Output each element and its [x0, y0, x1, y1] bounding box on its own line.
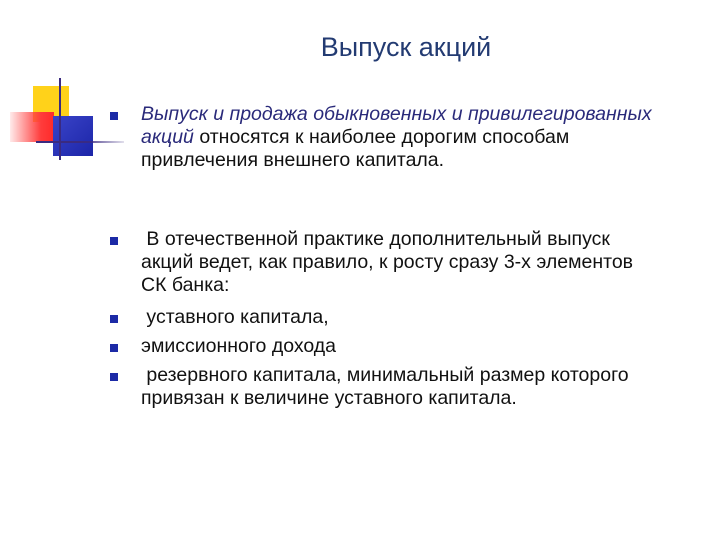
bullet-text-4: эмиссионного дохода: [141, 335, 336, 357]
bullet-text-1: [141, 103, 661, 172]
bullet-text-5: резервного капитала, минимальный размер которого привязан к величине уставного капитала.: [141, 364, 635, 409]
horizontal-line-shape: [36, 141, 124, 143]
bullet-text-2: В отечественной практике дополнительный выпуск акций ведет, как правило, к росту сразу 3-х элементов СК банка:: [141, 228, 639, 296]
bullet-text-1-plain: относятся к наиболее дорогим способам привлечения внешнего капитала.: [141, 126, 575, 171]
bullet-text-3: уставного капитала,: [141, 306, 329, 328]
bullet-marker-icon: [110, 315, 118, 323]
vertical-line-shape: [59, 78, 61, 160]
bullet-marker-icon: [110, 237, 118, 245]
bullet-marker-icon: [110, 373, 118, 381]
corner-logo-decoration: [0, 0, 140, 170]
slide-title: Выпуск акций: [320, 32, 492, 62]
red-square-shape: [10, 112, 54, 142]
bullet-marker-icon: [110, 344, 118, 352]
bullet-marker-icon: [110, 112, 118, 120]
bullet-text-1-italic: Выпуск и продажа обыкновенных и привилегированных акций: [141, 103, 657, 148]
